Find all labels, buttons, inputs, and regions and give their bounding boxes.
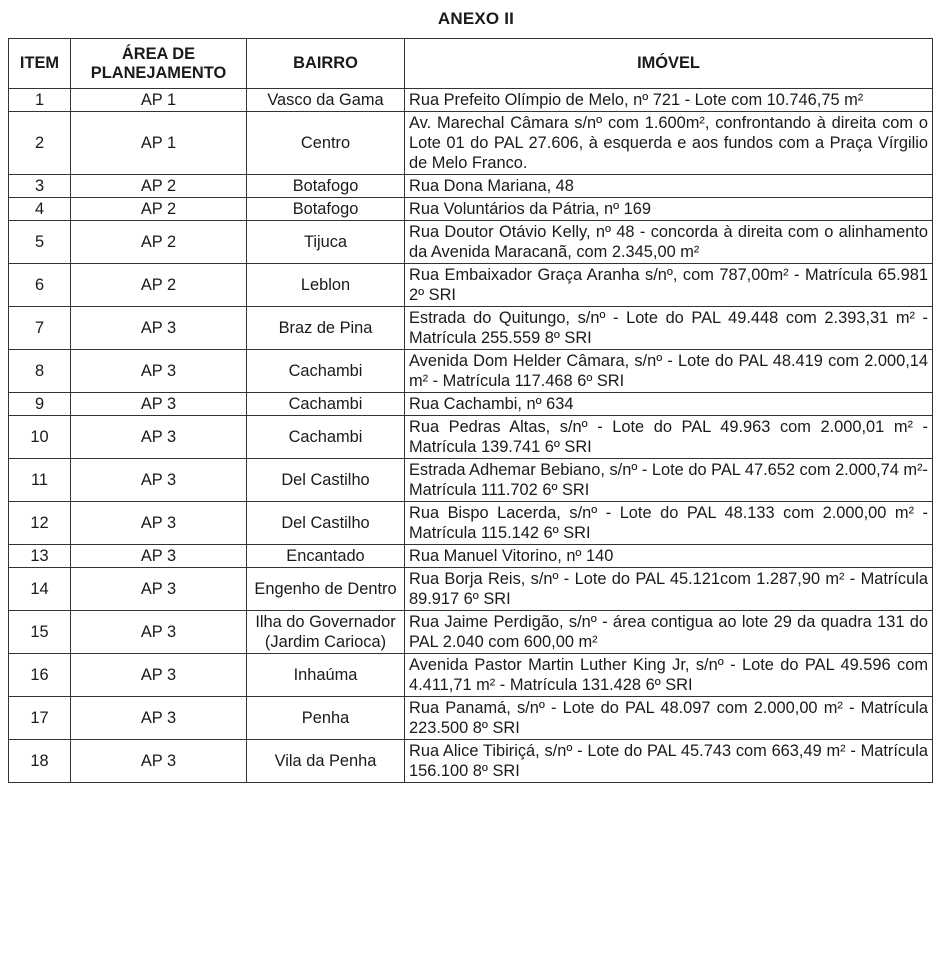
item-cell: 5 — [9, 221, 71, 264]
bairro-cell: Penha — [247, 697, 405, 740]
item-cell: 8 — [9, 350, 71, 393]
item-cell: 11 — [9, 459, 71, 502]
item-cell: 9 — [9, 393, 71, 416]
bairro-cell: Leblon — [247, 264, 405, 307]
table-row — [9, 221, 933, 264]
area-cell: AP 3 — [71, 740, 247, 783]
item-cell: 7 — [9, 307, 71, 350]
area-cell: AP 3 — [71, 459, 247, 502]
imovel-cell: Rua Manuel Vitorino, nº 140 — [405, 545, 933, 568]
bairro-cell: Inhaúma — [247, 654, 405, 697]
item-cell: 10 — [9, 416, 71, 459]
bairro-cell: Cachambi — [247, 393, 405, 416]
area-cell: AP 3 — [71, 502, 247, 545]
table-row — [9, 175, 933, 198]
area-cell: AP 2 — [71, 264, 247, 307]
item-cell: 1 — [9, 89, 71, 112]
table-row — [9, 611, 933, 654]
table-row — [9, 350, 933, 393]
bairro-cell: Cachambi — [247, 350, 405, 393]
imovel-cell: Rua Prefeito Olímpio de Melo, nº 721 - Lote com 10.746,75 m² — [405, 89, 933, 112]
column-header-area: ÁREA DE PLANEJAMENTO — [71, 39, 247, 89]
imovel-cell: Rua Voluntários da Pátria, nº 169 — [405, 198, 933, 221]
imovel-cell: Rua Pedras Altas, s/nº - Lote do PAL 49.963 com 2.000,01 m² - Matrícula 139.741 6º SRI — [405, 416, 933, 459]
area-cell: AP 3 — [71, 611, 247, 654]
area-cell: AP 1 — [71, 89, 247, 112]
table-row — [9, 740, 933, 783]
bairro-cell: Botafogo — [247, 175, 405, 198]
area-cell: AP 1 — [71, 112, 247, 175]
bairro-cell: Vasco da Gama — [247, 89, 405, 112]
bairro-cell: Botafogo — [247, 198, 405, 221]
item-cell: 17 — [9, 697, 71, 740]
item-cell: 12 — [9, 502, 71, 545]
item-cell: 15 — [9, 611, 71, 654]
imovel-cell: Rua Dona Mariana, 48 — [405, 175, 933, 198]
table-row — [9, 697, 933, 740]
table-row — [9, 112, 933, 175]
item-cell: 16 — [9, 654, 71, 697]
bairro-cell: Braz de Pina — [247, 307, 405, 350]
item-cell: 6 — [9, 264, 71, 307]
bairro-cell: Engenho de Dentro — [247, 568, 405, 611]
column-header-bairro: BAIRRO — [247, 39, 405, 89]
imovel-cell: Rua Jaime Perdigão, s/nº - área contigua ao lote 29 da quadra 131 do PAL 2.040 com 600,00 m² — [405, 611, 933, 654]
area-cell: AP 2 — [71, 198, 247, 221]
area-cell: AP 3 — [71, 416, 247, 459]
item-cell: 3 — [9, 175, 71, 198]
imovel-cell: Rua Panamá, s/nº - Lote do PAL 48.097 com 2.000,00 m² - Matrícula 223.500 8º SRI — [405, 697, 933, 740]
document-title: ANEXO II — [437, 9, 515, 28]
bairro-cell: Centro — [247, 112, 405, 175]
table-row — [9, 264, 933, 307]
area-cell: AP 3 — [71, 393, 247, 416]
imovel-cell: Rua Borja Reis, s/nº - Lote do PAL 45.121com 1.287,90 m² - Matrícula 89.917 6º SRI — [405, 568, 933, 611]
area-cell: AP 2 — [71, 175, 247, 198]
area-cell: AP 3 — [71, 545, 247, 568]
table-row — [9, 89, 933, 112]
column-header-item: ITEM — [9, 39, 71, 89]
imovel-cell: Rua Bispo Lacerda, s/nº - Lote do PAL 48.133 com 2.000,00 m² - Matrícula 115.142 6º SRI — [405, 502, 933, 545]
area-cell: AP 3 — [71, 654, 247, 697]
bairro-cell: Vila da Penha — [247, 740, 405, 783]
table-row — [9, 459, 933, 502]
imovel-cell: Avenida Pastor Martin Luther King Jr, s/nº - Lote do PAL 49.596 com 4.411,71 m² - Matrícula 131.428 6º SRI — [405, 654, 933, 697]
annex-table — [8, 38, 933, 783]
bairro-cell: Del Castilho — [247, 459, 405, 502]
imovel-cell: Rua Alice Tibiriçá, s/nº - Lote do PAL 45.743 com 663,49 m² - Matrícula 156.100 8º SRI — [405, 740, 933, 783]
item-cell: 4 — [9, 198, 71, 221]
bairro-cell: Encantado — [247, 545, 405, 568]
area-cell: AP 3 — [71, 350, 247, 393]
imovel-cell: Estrada do Quitungo, s/nº - Lote do PAL 49.448 com 2.393,31 m² - Matrícula 255.559 8º SRI — [405, 307, 933, 350]
imovel-cell: Av. Marechal Câmara s/nº com 1.600m², confrontando à direita com o Lote 01 do PAL 27.606, à esquerda e aos fundos com a Praça Vírgilio de Melo Franco. — [405, 112, 933, 175]
bairro-cell: Tijuca — [247, 221, 405, 264]
header-row — [9, 39, 933, 89]
area-cell: AP 2 — [71, 221, 247, 264]
table-row — [9, 568, 933, 611]
imovel-cell: Rua Doutor Otávio Kelly, nº 48 - concorda à direita com o alinhamento da Avenida Maracanã, com 2.345,00 m² — [405, 221, 933, 264]
item-cell: 2 — [9, 112, 71, 175]
imovel-cell: Avenida Dom Helder Câmara, s/nº - Lote do PAL 48.419 com 2.000,14 m² - Matrícula 117.468 6º SRI — [405, 350, 933, 393]
area-cell: AP 3 — [71, 697, 247, 740]
area-cell: AP 3 — [71, 307, 247, 350]
table-row — [9, 416, 933, 459]
item-cell: 14 — [9, 568, 71, 611]
item-cell: 13 — [9, 545, 71, 568]
table-row — [9, 393, 933, 416]
table-row — [9, 198, 933, 221]
column-header-imovel: IMÓVEL — [405, 39, 933, 89]
table-row — [9, 545, 933, 568]
imovel-cell: Estrada Adhemar Bebiano, s/nº - Lote do PAL 47.652 com 2.000,74 m²- Matrícula 111.702 6º SRI — [405, 459, 933, 502]
item-cell: 18 — [9, 740, 71, 783]
imovel-cell: Rua Cachambi, nº 634 — [405, 393, 933, 416]
bairro-cell: Del Castilho — [247, 502, 405, 545]
bairro-cell: Ilha do Governador (Jardim Carioca) — [247, 611, 405, 654]
table-row — [9, 654, 933, 697]
table-row — [9, 502, 933, 545]
imovel-cell: Rua Embaixador Graça Aranha s/nº, com 787,00m² - Matrícula 65.981 2º SRI — [405, 264, 933, 307]
bairro-cell: Cachambi — [247, 416, 405, 459]
table-row — [9, 307, 933, 350]
area-cell: AP 3 — [71, 568, 247, 611]
